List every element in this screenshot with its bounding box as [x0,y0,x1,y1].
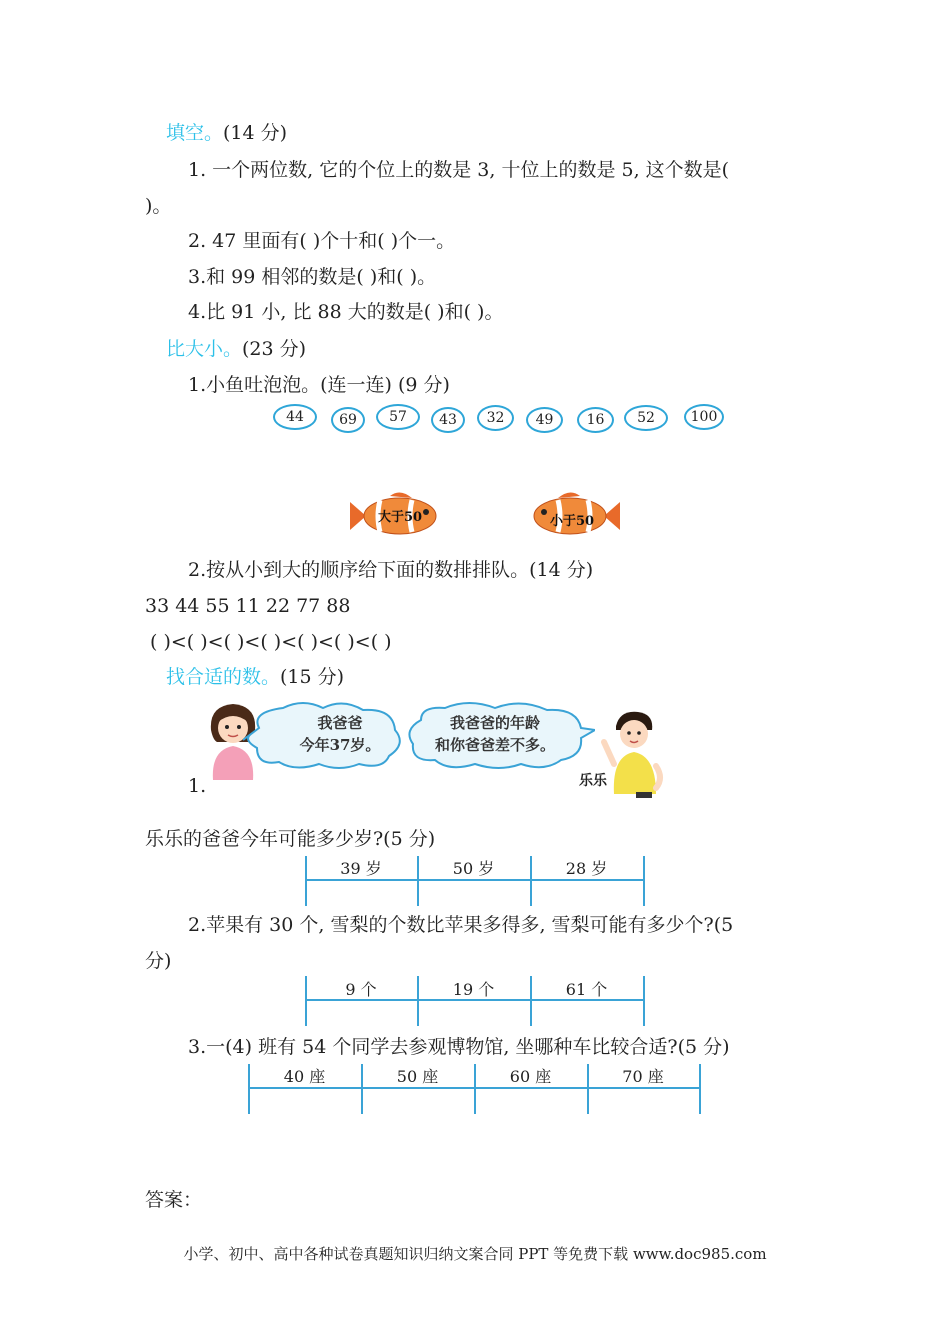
boy-illustration-icon [600,708,665,798]
question-3-3: 3.一(4) 班有 54 个同学去参观博物馆, 坐哪种车比较合适?(5 分) [188,1036,730,1058]
speech-cloud-right [415,712,575,756]
question-1-1: 1. 一个两位数, 它的个位上的数是 3, 十位上的数是 5, 这个数是( [188,159,730,181]
axis-tick [643,976,645,1026]
bubble-52[interactable]: 52 [624,405,668,431]
question-2-1: 1.小鱼吐泡泡。(连一连) (9 分) [188,374,450,396]
option-19[interactable]: 19 个 [452,980,495,999]
order-blanks: ( )<( )<( )<( )<( )<( )<( ) [150,631,392,653]
options-axis-pears [305,976,647,1026]
axis-tick [699,1064,701,1114]
option-50-seats[interactable]: 50 座 [396,1067,439,1086]
question-3-1-number: 1. [188,775,207,797]
fish-right[interactable] [530,492,620,540]
option-9[interactable]: 9 个 [345,980,377,999]
bubble-32[interactable]: 32 [477,405,514,431]
footer-text: 小学、初中、高中各种试卷真题知识归纳文案合同 PPT 等免费下载 www.doc985.com [183,1245,767,1263]
question-1-3: 3.和 99 相邻的数是( )和( )。 [188,266,437,288]
option-40-seats[interactable]: 40 座 [283,1067,326,1086]
bubble-43[interactable]: 43 [431,407,465,433]
option-50[interactable]: 50 岁 [452,859,495,878]
fish-right-label: 小于50 [550,514,595,529]
question-1-4: 4.比 91 小, 比 88 大的数是( )和( )。 [188,301,504,323]
section1-heading [166,124,287,143]
options-axis-age [305,856,647,906]
section3-score: (15 分) [280,666,345,688]
section1-title: 填空。 [166,122,224,144]
axis-line [305,999,645,1001]
bubble-16[interactable]: 16 [577,407,614,433]
speech-cloud-left [285,712,395,756]
option-61[interactable]: 61 个 [565,980,608,999]
axis-tick [643,856,645,906]
cloud-right-line2: 和你爸爸差不多。 [434,736,555,754]
fish-left-label: 大于50 [378,510,423,525]
option-39[interactable]: 39 岁 [340,859,382,878]
question-3-1: 乐乐的爸爸今年可能多少岁?(5 分) [145,828,436,850]
bubble-49[interactable]: 49 [526,407,563,433]
cloud-left-line2: 今年37岁。 [299,736,381,754]
cloud-left-line1: 我爸爸 [317,714,363,732]
axis-line [305,879,645,881]
section2-title: 比大小。 [166,338,243,360]
section2-heading [166,340,306,359]
section3-title: 找合适的数。 [166,666,281,688]
section2-score: (23 分) [242,338,307,360]
fish-left[interactable] [350,492,440,540]
boy-name-label: 乐乐 [579,773,607,789]
number-list: 33 44 55 11 22 77 88 [145,595,351,617]
bubble-69[interactable]: 69 [331,407,365,433]
question-1-1-cont: )。 [145,195,172,217]
bubble-57[interactable]: 57 [376,404,420,430]
options-axis-seats [248,1064,703,1114]
question-1-2: 2. 47 里面有( )个十和( )个一。 [188,230,456,252]
option-70-seats[interactable]: 70 座 [622,1067,664,1086]
cloud-right-line1: 我爸爸的年龄 [449,714,540,732]
option-60-seats[interactable]: 60 座 [509,1067,552,1086]
question-3-2-cont: 分) [145,950,172,972]
section3-heading [166,668,344,687]
bubble-44[interactable]: 44 [273,404,317,430]
question-3-2: 2.苹果有 30 个, 雪梨的个数比苹果多得多, 雪梨可能有多少个?(5 [188,914,734,936]
option-28[interactable]: 28 岁 [565,859,608,878]
question-2-2: 2.按从小到大的顺序给下面的数排排队。(14 分) [188,559,594,581]
answer-label: 答案： [145,1189,203,1211]
bubble-100[interactable]: 100 [684,404,724,430]
section1-score: (14 分) [223,122,288,144]
